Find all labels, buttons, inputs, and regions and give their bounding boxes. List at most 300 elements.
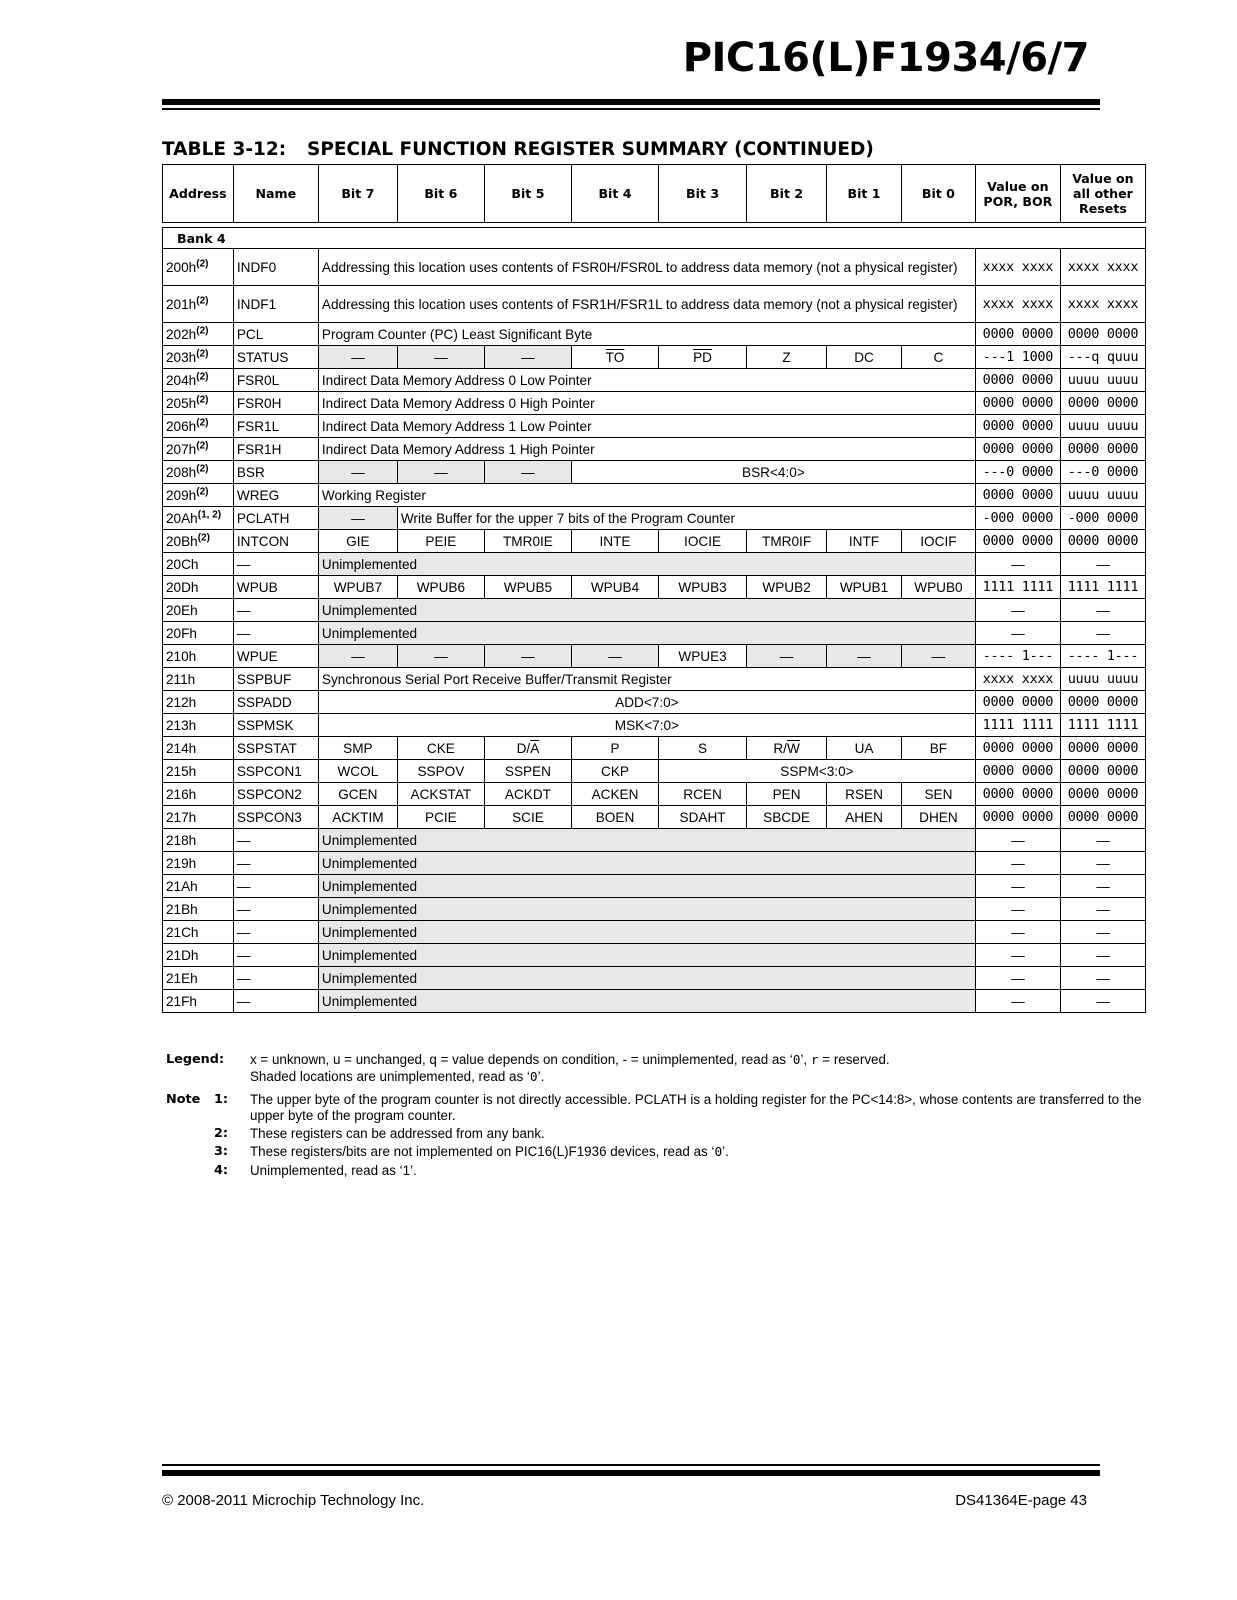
- register-name: SSPCON1: [233, 760, 318, 783]
- register-row: [163, 967, 1146, 990]
- value-por-bor: —: [975, 852, 1060, 875]
- register-name: —: [233, 852, 318, 875]
- bit-label: PCIE: [425, 809, 457, 825]
- value-other-resets: —: [1060, 944, 1145, 967]
- note-number: 2:: [213, 1126, 228, 1141]
- bit-label: C: [933, 349, 944, 365]
- bit-cell: [318, 530, 397, 553]
- col-bit4: Bit 4: [571, 165, 658, 223]
- value-other-resets: 1111 1111: [1060, 576, 1145, 599]
- table-number: TABLE 3-12:: [162, 139, 287, 160]
- register-row: [163, 438, 1146, 461]
- value-por-bor: 0000 0000: [975, 323, 1060, 346]
- address-note-ref: (1, 2): [197, 508, 222, 520]
- bit-cell: [747, 530, 827, 553]
- bit-cell: [484, 737, 571, 760]
- register-address: [163, 599, 234, 622]
- bit-label: IOCIF: [920, 533, 957, 549]
- address-note-ref: (2): [196, 439, 209, 451]
- unimplemented-cell: Unimplemented: [318, 553, 975, 576]
- register-name: INTCON: [233, 530, 318, 553]
- col-por-bor: Value on POR, BOR: [975, 165, 1060, 223]
- bit-cell: [318, 461, 397, 484]
- address-text: 203h: [166, 349, 197, 365]
- address-text: 212h: [166, 694, 197, 710]
- register-name: —: [233, 944, 318, 967]
- register-address: [163, 507, 234, 530]
- address-text: 216h: [166, 786, 197, 802]
- value-other-resets: xxxx xxxx: [1060, 249, 1145, 286]
- bit-label: —: [779, 648, 794, 664]
- note-word: Note: [166, 1092, 201, 1107]
- bit-cell: [901, 806, 975, 829]
- bit-label: —: [434, 349, 448, 365]
- register-row: [163, 645, 1146, 668]
- bit-cell: [318, 783, 397, 806]
- table-caption: [162, 139, 874, 160]
- register-address: [163, 645, 234, 668]
- unimplemented-cell: Unimplemented: [318, 622, 975, 645]
- register-row: [163, 944, 1146, 967]
- bit-cell: [571, 760, 658, 783]
- value-por-bor: 0000 0000: [975, 760, 1060, 783]
- value-other-resets: ---- 1---: [1060, 645, 1145, 668]
- bit-cell: [484, 530, 571, 553]
- bit-label: ACKSTAT: [410, 786, 472, 802]
- bit-cell: [901, 737, 975, 760]
- bit-cell: [747, 576, 827, 599]
- bit-label: WPUB5: [503, 579, 553, 595]
- address-text: 21Fh: [166, 993, 197, 1009]
- register-address: [163, 921, 234, 944]
- address-text: 209h: [166, 487, 197, 503]
- register-row: [163, 714, 1146, 737]
- address-note-ref: (2): [196, 347, 209, 359]
- bit-cell: [484, 806, 571, 829]
- register-address: [163, 622, 234, 645]
- value-por-bor: 0000 0000: [975, 783, 1060, 806]
- legend-row: [166, 1052, 1146, 1086]
- value-por-bor: 0000 0000: [975, 438, 1060, 461]
- value-por-bor: -000 0000: [975, 507, 1060, 530]
- value-other-resets: —: [1060, 599, 1145, 622]
- register-name: —: [233, 599, 318, 622]
- unimplemented-cell: Unimplemented: [318, 829, 975, 852]
- unimplemented-cell: Unimplemented: [318, 599, 975, 622]
- value-other-resets: —: [1060, 967, 1145, 990]
- value-other-resets: —: [1060, 990, 1145, 1013]
- bit-cell: [659, 783, 747, 806]
- register-address: [163, 852, 234, 875]
- col-name: Name: [233, 165, 318, 223]
- bit-cell: [659, 806, 747, 829]
- register-name: INDF1: [233, 286, 318, 323]
- bit-label: BOEN: [595, 809, 635, 825]
- register-field: SSPM<3:0>: [659, 760, 976, 783]
- bit-label: WPUB6: [416, 579, 466, 595]
- value-por-bor: 0000 0000: [975, 691, 1060, 714]
- bit-cell: [484, 461, 571, 484]
- value-por-bor: —: [975, 944, 1060, 967]
- table-title: SPECIAL FUNCTION REGISTER SUMMARY (CONTINUED): [307, 139, 874, 160]
- bit-label: —: [351, 510, 365, 526]
- address-text: 218h: [166, 832, 197, 848]
- value-other-resets: —: [1060, 553, 1145, 576]
- col-address: Address: [163, 165, 234, 223]
- register-address: [163, 369, 234, 392]
- register-address: [163, 346, 234, 369]
- address-text: 200h: [166, 259, 197, 275]
- address-text: 21Dh: [166, 947, 199, 963]
- value-other-resets: —: [1060, 898, 1145, 921]
- bit-label: DHEN: [919, 809, 958, 825]
- register-name: STATUS: [233, 346, 318, 369]
- address-note-ref: (2): [196, 324, 209, 336]
- address-text: 20Dh: [166, 579, 199, 595]
- value-por-bor: 1111 1111: [975, 714, 1060, 737]
- bit-label: —: [521, 464, 535, 480]
- value-other-resets: ---0 0000: [1060, 461, 1145, 484]
- bit-cell: [747, 346, 827, 369]
- bit-cell: [659, 737, 747, 760]
- bit-label: TMR0IF: [762, 533, 812, 549]
- address-text: 204h: [166, 372, 197, 388]
- bit-label: UA: [854, 740, 874, 756]
- bit-label: $D/\overline{A}$: [516, 740, 540, 756]
- bit-label: SMP: [343, 740, 373, 756]
- value-por-bor: 0000 0000: [975, 484, 1060, 507]
- register-name: WPUE: [233, 645, 318, 668]
- value-other-resets: 0000 0000: [1060, 806, 1145, 829]
- register-name: FSR1L: [233, 415, 318, 438]
- register-row: [163, 921, 1146, 944]
- bit-label: WPUB0: [914, 579, 963, 595]
- bit-cell: [397, 737, 484, 760]
- register-row: [163, 392, 1146, 415]
- bank-label: Bank 4: [163, 228, 1146, 249]
- value-other-resets: ---q quuu: [1060, 346, 1145, 369]
- col-bit6: Bit 6: [397, 165, 484, 223]
- bit-label: —: [608, 648, 622, 664]
- bit-label: GCEN: [338, 786, 378, 802]
- address-note-ref: (2): [196, 294, 209, 306]
- bit-label: GIE: [346, 533, 370, 549]
- register-row: [163, 576, 1146, 599]
- register-address: [163, 392, 234, 415]
- bit-label: INTE: [599, 533, 631, 549]
- bit-cell: [571, 530, 658, 553]
- note-text-part: These registers/bits are not implemented on PIC16(L)F1936 devices, read as ‘: [250, 1144, 715, 1159]
- bit-label: WCOL: [337, 763, 379, 779]
- register-address: [163, 691, 234, 714]
- note-text-part: ’.: [722, 1144, 729, 1159]
- bit-label: —: [434, 464, 448, 480]
- bit-cell: [484, 346, 571, 369]
- note-text: These registers can be addressed from any bank.: [250, 1126, 545, 1141]
- bit-cell: [901, 576, 975, 599]
- unimplemented-cell: Unimplemented: [318, 944, 975, 967]
- bit-cell: [571, 645, 658, 668]
- col-bit0: Bit 0: [901, 165, 975, 223]
- value-other-resets: 0000 0000: [1060, 530, 1145, 553]
- value-other-resets: —: [1060, 852, 1145, 875]
- footer-copyright: © 2008-2011 Microchip Technology Inc.: [162, 1492, 425, 1509]
- bit-label-overline: $\overline{W}$: [786, 740, 800, 756]
- bit-cell: [484, 760, 571, 783]
- address-note-ref: (2): [196, 485, 209, 497]
- register-name: WREG: [233, 484, 318, 507]
- bit-label: P: [610, 740, 620, 756]
- col-other-resets: Value on all other Resets: [1060, 165, 1145, 223]
- value-por-bor: 0000 0000: [975, 530, 1060, 553]
- address-text: 214h: [166, 740, 197, 756]
- address-note-ref: (2): [196, 462, 209, 474]
- bit-cell: [659, 576, 747, 599]
- address-text: 20Ch: [166, 556, 199, 572]
- value-por-bor: xxxx xxxx: [975, 249, 1060, 286]
- footer-rule-thin: [162, 1464, 1100, 1466]
- bit-label: SSPOV: [417, 763, 465, 779]
- address-text: 213h: [166, 717, 197, 733]
- bit-cell: [397, 645, 484, 668]
- bit-cell: [659, 645, 747, 668]
- value-por-bor: —: [975, 990, 1060, 1013]
- bit-cell: [571, 737, 658, 760]
- bit-cell: [318, 645, 397, 668]
- bit-cell: [827, 346, 902, 369]
- address-text: 219h: [166, 855, 197, 871]
- value-other-resets: 0000 0000: [1060, 760, 1145, 783]
- bit-cell: [318, 346, 397, 369]
- bit-label: ACKDT: [504, 786, 551, 802]
- register-name: SSPCON3: [233, 806, 318, 829]
- register-name: SSPCON2: [233, 783, 318, 806]
- bit-label: WPUB1: [839, 579, 889, 595]
- note-4: [166, 1163, 1146, 1179]
- address-note-ref: (2): [197, 531, 210, 543]
- bit-label: SEN: [924, 786, 953, 802]
- register-address: [163, 760, 234, 783]
- bit-label: $R/\overline{W}$: [773, 740, 800, 756]
- register-row: [163, 249, 1146, 286]
- value-other-resets: 0000 0000: [1060, 438, 1145, 461]
- value-other-resets: 0000 0000: [1060, 737, 1145, 760]
- value-por-bor: ---0 0000: [975, 461, 1060, 484]
- bit-label: —: [351, 464, 365, 480]
- bit-label: —: [351, 648, 365, 664]
- unimplemented-cell: Unimplemented: [318, 898, 975, 921]
- bit-cell: [484, 645, 571, 668]
- register-description: Addressing this location uses contents of FSR1H/FSR1L to address data memory (not a physical register): [318, 286, 975, 323]
- register-name: FSR0L: [233, 369, 318, 392]
- value-por-bor: —: [975, 622, 1060, 645]
- bit-label: Z: [782, 349, 791, 365]
- bit-cell: [397, 346, 484, 369]
- value-other-resets: uuuu uuuu: [1060, 668, 1145, 691]
- bit-label: WPUB3: [678, 579, 727, 595]
- bit-label: WPUE3: [678, 648, 727, 664]
- bit-label: RSEN: [845, 786, 883, 802]
- register-row: [163, 783, 1146, 806]
- legend-text: ’.: [537, 1069, 545, 1084]
- register-address: [163, 783, 234, 806]
- register-address: [163, 714, 234, 737]
- register-row: [163, 691, 1146, 714]
- bit-label: IOCIE: [684, 533, 722, 549]
- address-text: 206h: [166, 418, 197, 434]
- register-row: [163, 553, 1146, 576]
- register-name: —: [233, 829, 318, 852]
- register-address: [163, 806, 234, 829]
- register-name: BSR: [233, 461, 318, 484]
- bit-label: WPUB7: [333, 579, 383, 595]
- unimplemented-cell: Unimplemented: [318, 990, 975, 1013]
- table-header-row: [163, 165, 1146, 223]
- bit-cell: [659, 530, 747, 553]
- sfr-summary-table: [162, 164, 1146, 1013]
- register-row: [163, 668, 1146, 691]
- register-name: FSR1H: [233, 438, 318, 461]
- bit-label: —: [857, 648, 871, 664]
- register-address: [163, 438, 234, 461]
- value-other-resets: 1111 1111: [1060, 714, 1145, 737]
- address-text: 211h: [166, 671, 196, 687]
- header-rule-thin: [162, 108, 1100, 110]
- register-address: [163, 898, 234, 921]
- bit-label: —: [521, 349, 535, 365]
- register-row: [163, 737, 1146, 760]
- value-por-bor: —: [975, 875, 1060, 898]
- value-por-bor: —: [975, 967, 1060, 990]
- address-text: 21Ch: [166, 924, 199, 940]
- bit-cell: [827, 737, 902, 760]
- value-por-bor: —: [975, 921, 1060, 944]
- value-por-bor: —: [975, 829, 1060, 852]
- bit-label: PEIE: [425, 533, 457, 549]
- footer-page-number: DS41364E-page 43: [955, 1492, 1087, 1509]
- bit-cell: [827, 783, 902, 806]
- register-address: [163, 461, 234, 484]
- col-bit3: Bit 3: [659, 165, 747, 223]
- bit-label: AHEN: [845, 809, 883, 825]
- register-address: [163, 415, 234, 438]
- unimplemented-cell: Unimplemented: [318, 921, 975, 944]
- value-por-bor: ---1 1000: [975, 346, 1060, 369]
- register-description: Indirect Data Memory Address 0 Low Pointer: [318, 369, 975, 392]
- bit-label: —: [931, 648, 946, 664]
- value-other-resets: -000 0000: [1060, 507, 1145, 530]
- bit-cell: [484, 576, 571, 599]
- bit-cell: [827, 530, 902, 553]
- value-other-resets: 0000 0000: [1060, 323, 1145, 346]
- register-address: [163, 576, 234, 599]
- bit-label: WPUB4: [590, 579, 640, 595]
- bit-cell: [318, 737, 397, 760]
- bit-cell: [318, 760, 397, 783]
- address-text: 21Eh: [166, 970, 198, 986]
- register-row: [163, 530, 1146, 553]
- bit-label: ACKEN: [591, 786, 639, 802]
- register-row: [163, 599, 1146, 622]
- bit-label: SBCDE: [763, 809, 810, 825]
- register-field: BSR<4:0>: [571, 461, 975, 484]
- address-text: 21Ah: [166, 878, 198, 894]
- register-name: FSR0H: [233, 392, 318, 415]
- register-name: —: [233, 990, 318, 1013]
- bit-cell: [397, 783, 484, 806]
- legend-line-1: [250, 1052, 1146, 1069]
- bit-cell: [827, 806, 902, 829]
- register-address: [163, 530, 234, 553]
- address-text: 205h: [166, 395, 197, 411]
- bit-label: BF: [929, 740, 948, 756]
- address-note-ref: (2): [196, 370, 209, 382]
- register-row: [163, 415, 1146, 438]
- bit-label: SCIE: [512, 809, 544, 825]
- register-address: [163, 286, 234, 323]
- register-address: [163, 737, 234, 760]
- bit-label: INTF: [848, 533, 880, 549]
- note-text: Unimplemented, read as ‘1’.: [250, 1163, 417, 1178]
- value-por-bor: —: [975, 599, 1060, 622]
- col-bit1: Bit 1: [827, 165, 902, 223]
- register-address: [163, 553, 234, 576]
- bit-label: $\overline{PD}$: [693, 349, 712, 365]
- address-text: 20Fh: [166, 625, 197, 641]
- register-row: [163, 507, 1146, 530]
- note-zero: 0: [714, 1145, 723, 1160]
- bit-label: SSPEN: [504, 763, 551, 779]
- register-name: SSPADD: [233, 691, 318, 714]
- address-note-ref: (2): [196, 416, 209, 428]
- legend-text: = reserved.: [818, 1052, 890, 1067]
- register-description: Program Counter (PC) Least Significant Byte: [318, 323, 975, 346]
- register-row: [163, 760, 1146, 783]
- address-text: 210h: [166, 648, 197, 664]
- note-text: [250, 1144, 1146, 1161]
- bit-label: CKP: [601, 763, 629, 779]
- register-row: [163, 369, 1146, 392]
- register-name: WPUB: [233, 576, 318, 599]
- bit-cell: [397, 530, 484, 553]
- address-text: 20Bh: [166, 533, 198, 549]
- bit-label: ACKTIM: [332, 809, 384, 825]
- register-field: Write Buffer for the upper 7 bits of the Program Counter: [397, 507, 975, 530]
- value-other-resets: xxxx xxxx: [1060, 286, 1145, 323]
- address-text: 21Bh: [166, 901, 198, 917]
- register-address: [163, 944, 234, 967]
- bit-cell: [827, 645, 902, 668]
- value-por-bor: 0000 0000: [975, 415, 1060, 438]
- address-note-ref: (2): [196, 393, 209, 405]
- col-bit7: Bit 7: [318, 165, 397, 223]
- bit-cell: [318, 507, 397, 530]
- bit-cell: [827, 576, 902, 599]
- note-number: 4:: [213, 1163, 228, 1178]
- register-name: —: [233, 553, 318, 576]
- bit-label: —: [521, 648, 535, 664]
- register-row: [163, 286, 1146, 323]
- value-por-bor: —: [975, 898, 1060, 921]
- note-number: 1:: [213, 1092, 228, 1107]
- value-por-bor: ---- 1---: [975, 645, 1060, 668]
- register-row: [163, 829, 1146, 852]
- legend-line-2: [250, 1069, 1146, 1086]
- register-name: PCL: [233, 323, 318, 346]
- bit-cell: [397, 760, 484, 783]
- bit-cell: [747, 806, 827, 829]
- register-description: Indirect Data Memory Address 1 Low Pointer: [318, 415, 975, 438]
